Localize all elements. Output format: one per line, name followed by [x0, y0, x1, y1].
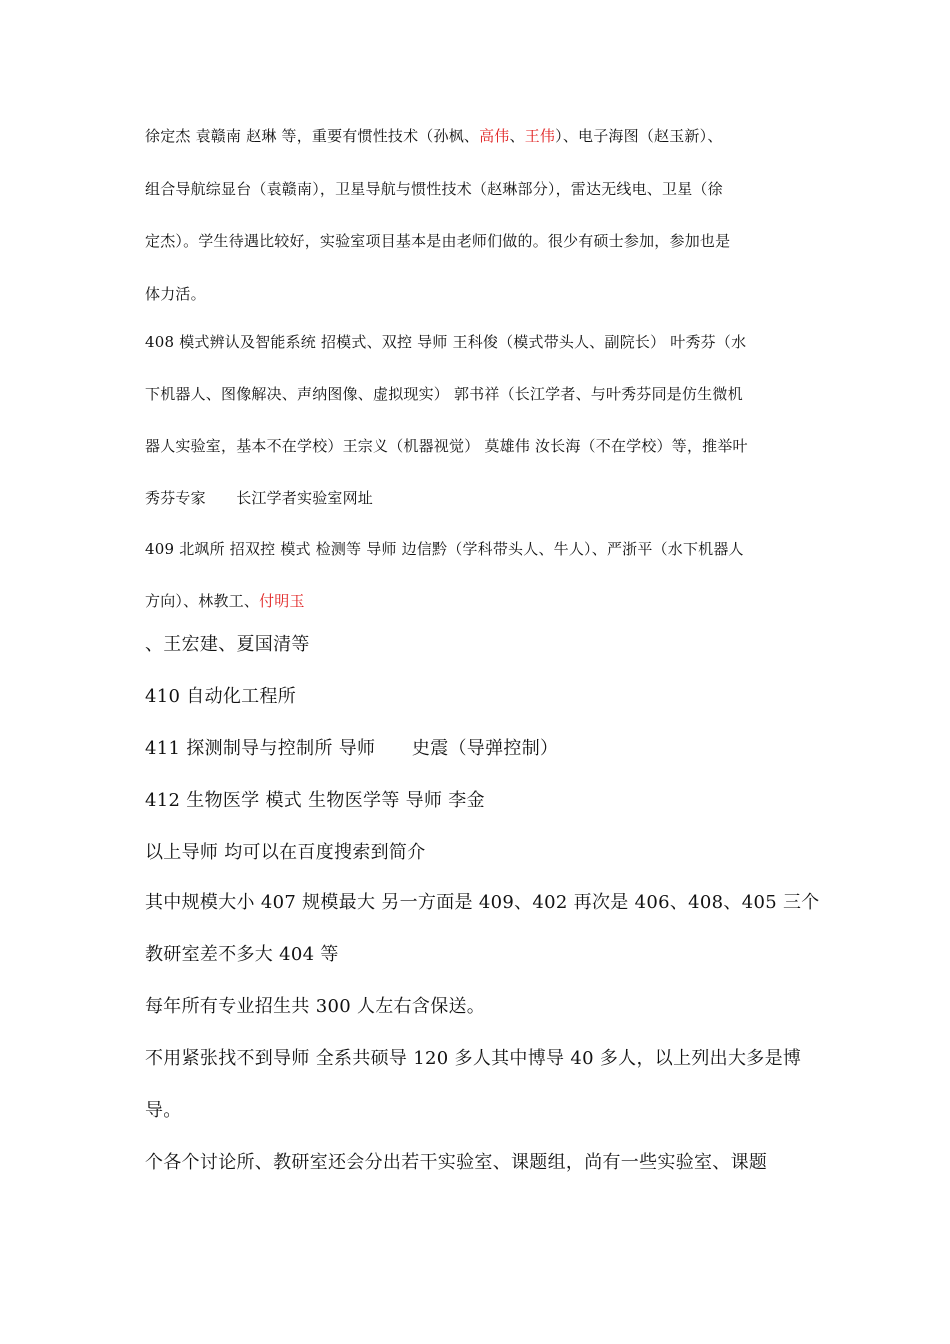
para1-line1	[145, 129, 723, 144]
para1-line2: 组合导航综显台（袁赣南），卫星导航与惯性技术（赵琳部分），雷达无线电、卫星（徐	[145, 180, 723, 198]
line-search-note: 以上导师 均可以在百度搜索到简介	[145, 842, 426, 863]
para2-line4: 秀芬专家 长江学者实验室网址	[145, 489, 374, 507]
line-scale-2: 教研室差不多大 404 等	[145, 944, 339, 965]
para2-line1: 408 模式辨认及智能系统 招模式、双控 导师 王科俊（模式带头人、副院长） 叶秀芬（水	[145, 333, 747, 351]
line-advisors-count-1: 不用紧张找不到导师 全系共硕导 120 多人其中博导 40 多人，以上列出大多是博	[145, 1048, 802, 1069]
line-advisors-cont: 、王宏建、夏国清等	[145, 634, 310, 655]
highlight-name: 高伟	[479, 127, 510, 145]
para3-line2	[145, 594, 305, 609]
text-segment: 方向）、林教工、	[145, 592, 260, 610]
line-410: 410 自动化工程所	[145, 686, 297, 707]
para2-line3: 器人实验室，基本不在学校）王宗义（机器视觉） 莫雄伟 汝长海（不在学校）等，推举叶	[145, 437, 748, 455]
line-advisors-count-2: 导。	[145, 1100, 182, 1121]
highlight-name: 王伟	[524, 127, 556, 145]
line-412: 412 生物医学 模式 生物医学等 导师 李金	[145, 790, 485, 811]
para1-line3: 定杰）。学生待遇比较好，实验室项目基本是由老师们做的。很少有硕士参加，参加也是	[145, 232, 731, 250]
line-scale-1: 其中规模大小 407 规模最大 另一方面是 409、402 再次是 406、408、405 三个	[145, 892, 820, 913]
text-segment: 、	[509, 127, 525, 145]
highlight-name: 付明玉	[259, 592, 305, 610]
line-enrollment: 每年所有专业招生共 300 人左右含保送。	[145, 996, 486, 1017]
para3-line1: 409 北飒所 招双控 模式 检测等 导师 边信黔（学科带头人、牛人）、严浙平（水下机器人	[145, 540, 744, 558]
line-411: 411 探测制导与控制所 导师 史震（导弹控制）	[145, 738, 559, 759]
para1-line4: 体力活。	[145, 285, 206, 303]
text-segment: 徐定杰 袁赣南 赵琳 等，重要有惯性技术（孙枫、	[145, 127, 480, 145]
text-segment: ）、电子海图（赵玉新）、	[555, 127, 723, 145]
para2-line2: 下机器人、图像解决、声纳图像、虚拟现实） 郭书祥（长江学者、与叶秀芬同是仿生微机	[145, 385, 743, 403]
line-labs: 个各个讨论所、教研室还会分出若干实验室、课题组，尚有一些实验室、课题	[145, 1152, 768, 1173]
